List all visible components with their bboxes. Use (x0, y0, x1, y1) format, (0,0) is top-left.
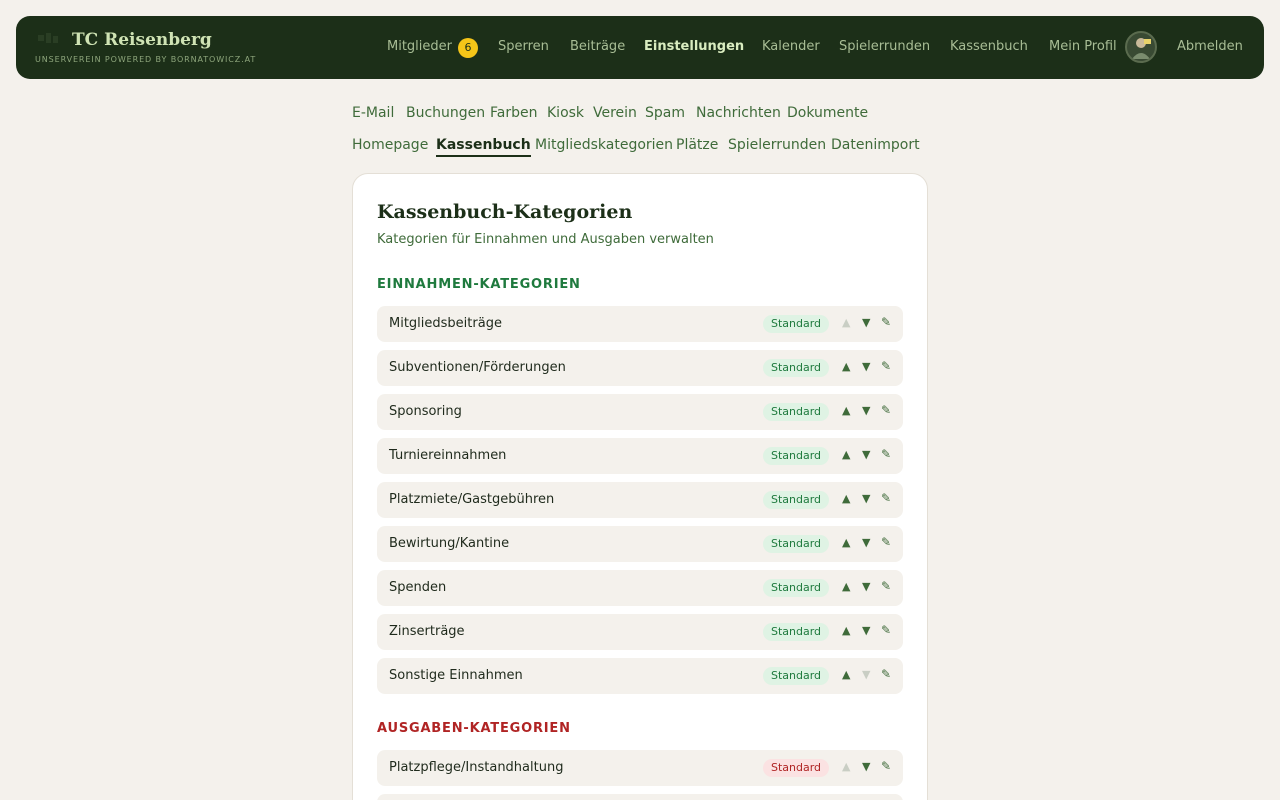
tab-dokumente[interactable]: Dokumente (787, 105, 869, 121)
edit-pencil-icon[interactable]: ✎ (881, 359, 892, 373)
move-up-icon: ▲ (842, 316, 851, 329)
edit-pencil-icon[interactable]: ✎ (881, 403, 892, 417)
standard-badge: Standard (763, 315, 829, 333)
move-down-icon[interactable]: ▼ (862, 580, 871, 593)
nav-spielerrunden[interactable]: Spielerrunden (839, 39, 931, 54)
category-name: Spenden (389, 580, 447, 595)
tab-nachrichten[interactable]: Nachrichten (696, 105, 781, 121)
move-up-icon[interactable]: ▲ (842, 580, 851, 593)
income-category-row (377, 438, 903, 474)
category-name: Mitgliedsbeiträge (389, 316, 502, 331)
cashbook-categories-card (352, 173, 928, 800)
standard-badge: Standard (763, 491, 829, 509)
tab-kassenbuch[interactable]: Kassenbuch (436, 137, 531, 157)
edit-pencil-icon[interactable]: ✎ (881, 667, 892, 681)
tab-mitgliedskategorien[interactable]: Mitgliedskategorien (535, 137, 674, 153)
tab-email[interactable]: E-Mail (352, 105, 395, 121)
members-count-badge: 6 (458, 38, 478, 58)
tab-plaetze[interactable]: Plätze (676, 137, 719, 153)
club-tagline: UNSERVEREIN POWERED BY BORNATOWICZ.AT (35, 55, 257, 64)
category-name: Zinserträge (389, 624, 465, 639)
page-subtitle: Kategorien für Einnahmen und Ausgaben verwalten (377, 232, 714, 247)
move-down-icon[interactable]: ▼ (862, 448, 871, 461)
standard-badge: Standard (763, 623, 829, 641)
category-name: Bewirtung/Kantine (389, 536, 510, 551)
move-up-icon[interactable]: ▲ (842, 624, 851, 637)
income-category-row (377, 658, 903, 694)
standard-badge: Standard (763, 447, 829, 465)
category-name: Sponsoring (389, 404, 462, 419)
income-category-row (377, 570, 903, 606)
expense-section-heading: AUSGABEN-KATEGORIEN (377, 721, 571, 736)
move-down-icon[interactable]: ▼ (862, 360, 871, 373)
income-category-row (377, 394, 903, 430)
category-name: Platzmiete/Gastgebühren (389, 492, 555, 507)
club-logo-icon (38, 33, 58, 45)
income-category-row (377, 350, 903, 386)
nav-mitglieder[interactable]: Mitglieder (387, 39, 452, 54)
nav-mein-profil[interactable]: Mein Profil (1049, 39, 1117, 54)
move-down-icon[interactable]: ▼ (862, 492, 871, 505)
edit-pencil-icon[interactable]: ✎ (881, 535, 892, 549)
standard-badge: Standard (763, 359, 829, 377)
tab-datenimport[interactable]: Datenimport (831, 137, 920, 153)
income-section-heading: EINNAHMEN-KATEGORIEN (377, 277, 581, 292)
avatar-person-icon (1127, 33, 1155, 61)
edit-pencil-icon[interactable]: ✎ (881, 623, 892, 637)
expense-category-row (377, 794, 903, 800)
income-category-row (377, 526, 903, 562)
edit-pencil-icon[interactable]: ✎ (881, 491, 892, 505)
category-name: Sonstige Einnahmen (389, 668, 523, 683)
tab-homepage[interactable]: Homepage (352, 137, 429, 153)
move-down-icon[interactable]: ▼ (862, 316, 871, 329)
standard-badge: Standard (763, 535, 829, 553)
edit-pencil-icon[interactable]: ✎ (881, 315, 892, 329)
category-name: Turniereinnahmen (389, 448, 507, 463)
move-down-icon[interactable]: ▼ (862, 536, 871, 549)
edit-pencil-icon[interactable]: ✎ (881, 447, 892, 461)
standard-badge: Standard (763, 403, 829, 421)
tab-verein[interactable]: Verein (593, 105, 637, 121)
move-up-icon[interactable]: ▲ (842, 360, 851, 373)
move-down-icon[interactable]: ▼ (862, 624, 871, 637)
move-down-icon[interactable]: ▼ (862, 404, 871, 417)
edit-pencil-icon[interactable]: ✎ (881, 759, 892, 773)
page-title: Kassenbuch-Kategorien (377, 201, 633, 223)
tab-spam[interactable]: Spam (645, 105, 685, 121)
tab-buchungen[interactable]: Buchungen (406, 105, 486, 121)
move-up-icon: ▲ (842, 760, 851, 773)
expense-category-row (377, 750, 903, 786)
nav-kalender[interactable]: Kalender (762, 39, 820, 54)
nav-kassenbuch[interactable]: Kassenbuch (950, 39, 1028, 54)
move-up-icon[interactable]: ▲ (842, 536, 851, 549)
nav-einstellungen[interactable]: Einstellungen (644, 39, 745, 54)
standard-badge: Standard (763, 579, 829, 597)
tab-spielerrunden[interactable]: Spielerrunden (728, 137, 827, 153)
club-name[interactable]: TC Reisenberg (72, 30, 212, 50)
standard-badge: Standard (763, 667, 829, 685)
move-down-icon[interactable]: ▼ (862, 760, 871, 773)
move-up-icon[interactable]: ▲ (842, 668, 851, 681)
category-name: Platzpflege/Instandhaltung (389, 760, 564, 775)
income-category-row (377, 482, 903, 518)
category-name: Subventionen/Förderungen (389, 360, 566, 375)
move-up-icon[interactable]: ▲ (842, 404, 851, 417)
tab-kiosk[interactable]: Kiosk (547, 105, 585, 121)
income-category-row (377, 306, 903, 342)
move-down-icon: ▼ (862, 668, 871, 681)
tab-farben[interactable]: Farben (490, 105, 538, 121)
profile-avatar[interactable] (1125, 31, 1157, 63)
nav-abmelden[interactable]: Abmelden (1177, 39, 1243, 54)
income-category-row (377, 614, 903, 650)
edit-pencil-icon[interactable]: ✎ (881, 579, 892, 593)
move-up-icon[interactable]: ▲ (842, 492, 851, 505)
standard-badge: Standard (763, 759, 829, 777)
nav-sperren[interactable]: Sperren (498, 39, 549, 54)
move-up-icon[interactable]: ▲ (842, 448, 851, 461)
nav-beitraege[interactable]: Beiträge (570, 39, 626, 54)
